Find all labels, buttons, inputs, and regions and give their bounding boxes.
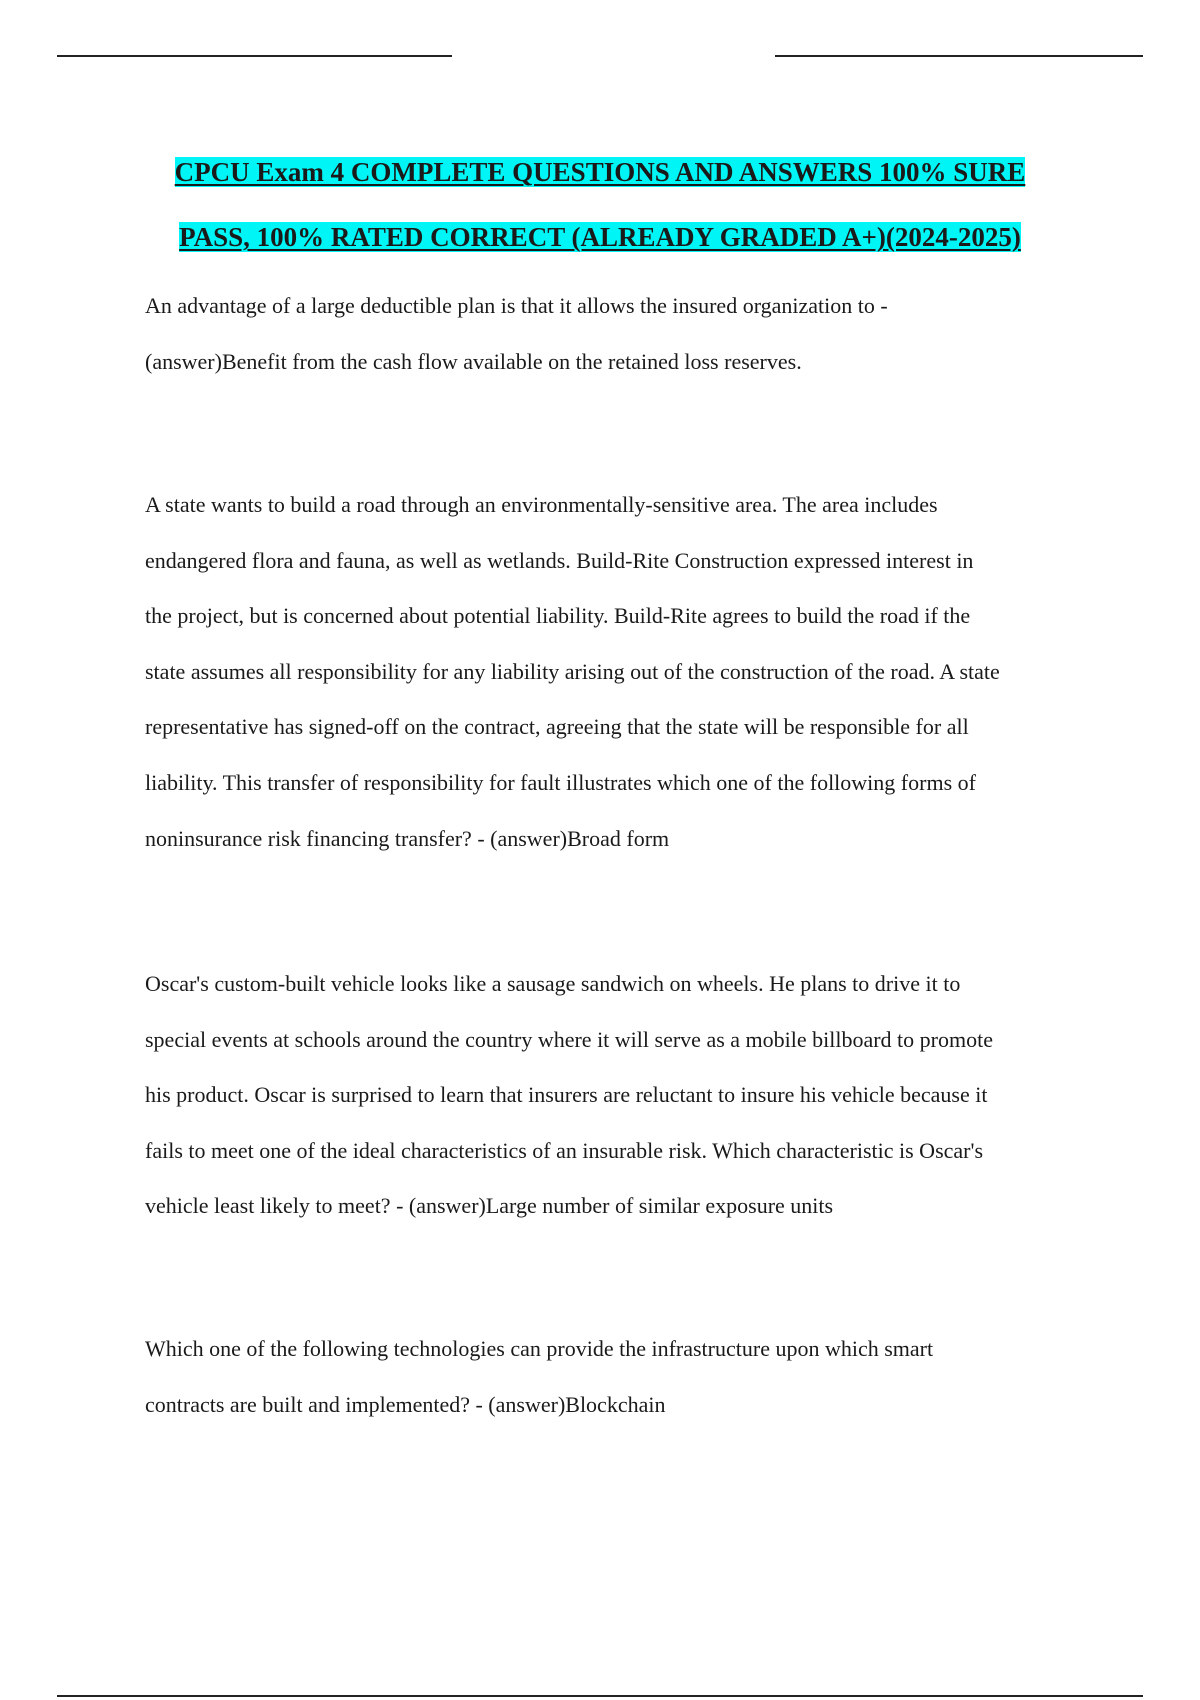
document-title: [100, 140, 1100, 270]
qa-entry-3: [145, 956, 1095, 1234]
qa-entry-1: [145, 278, 1095, 389]
title-line-1: CPCU Exam 4 COMPLETE QUESTIONS AND ANSWERS 100% SURE: [174, 157, 1026, 187]
qa-line: liability. This transfer of responsibility for fault illustrates which one of the following forms of: [145, 769, 976, 795]
qa-line: An advantage of a large deductible plan is that it allows the insured organization to -: [145, 293, 888, 318]
qa-line: vehicle least likely to meet? - (answer)Large number of similar exposure units: [145, 1193, 834, 1219]
qa-entry-4: [145, 1321, 1095, 1432]
qa-line: the project, but is concerned about potential liability. Build-Rite agrees to build the road if the: [145, 603, 971, 629]
qa-line: special events at schools around the country where it will serve as a mobile billboard to promote: [145, 1026, 993, 1052]
title-line-2: PASS, 100% RATED CORRECT (ALREADY GRADED A+)(2024-2025): [179, 222, 1021, 252]
qa-line: fails to meet one of the ideal characteristics of an insurable risk. Which characteristic is Oscar's: [145, 1137, 984, 1163]
qa-line: state assumes all responsibility for any liability arising out of the construction of the road. A state: [145, 658, 1000, 684]
footer-rule: [57, 1695, 1143, 1697]
header-rule-right: [775, 55, 1143, 57]
header-rule-left: [57, 55, 452, 57]
qa-line: his product. Oscar is surprised to learn that insurers are reluctant to insure his vehicle because it: [145, 1082, 988, 1108]
qa-entry-2: [145, 477, 1095, 866]
qa-line: noninsurance risk financing transfer? - (answer)Broad form: [145, 825, 670, 851]
qa-line: (answer)Benefit from the cash flow available on the retained loss reserves.: [145, 348, 802, 374]
qa-line: endangered flora and fauna, as well as wetlands. Build-Rite Construction expressed interest in: [145, 547, 974, 573]
qa-line: representative has signed-off on the contract, agreeing that the state will be responsible for all: [145, 714, 969, 740]
qa-line: A state wants to build a road through an environmentally-sensitive area. The area includes: [145, 492, 938, 517]
qa-line: contracts are built and implemented? - (answer)Blockchain: [145, 1391, 666, 1417]
qa-line: Which one of the following technologies can provide the infrastructure upon which smart: [145, 1336, 934, 1361]
qa-line: Oscar's custom-built vehicle looks like a sausage sandwich on wheels. He plans to drive it to: [145, 971, 961, 996]
